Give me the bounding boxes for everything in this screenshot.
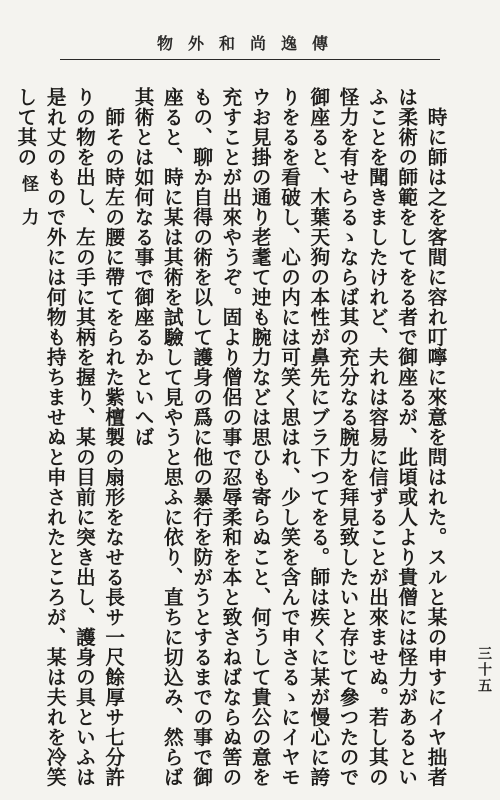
vertical-body-text bbox=[13, 87, 450, 797]
running-head: 物外和尚逸傳 bbox=[156, 34, 343, 53]
paragraph-1: 時に師は之を客間に容れ叮嚀に來意を問はれた。スルと某の申すにイヤ拙者は柔術の師範をしてをる者で御座るが、此頃或人より貴僧には怪力があるといふことを聞きましたけれど、夫れは容易に信ずることが出來ませぬ。若し其の怪力を有せらるゝならば其の充分なる腕力を拜見致したいと存じて參つたので御座ると、木葉天狗の本性が鼻先にブラ下つてをる。師は疾くに某が慢心に誇りをるを看破し、心の内には可笑く思はれ、少し笑を含んで申さるゝにイヤモウお見掛の通り老耄て迚も腕力などは思ひも寄らぬこと、何うして貴公の意を充すことが出來やうぞ。固より僧侶の事で忍辱柔和を本と致さねばならぬ筈のもの、聊か自得の術を以して護身の爲に他の暴行を防がうとするまでの事で御座ると、時に某は其術を試驗して見やうと思ふに依り、直ちに切込み、然らば其術とは如何なる事で御座るかといへば bbox=[131, 87, 447, 787]
page-number: 三十五 bbox=[476, 646, 492, 694]
paragraph-2: 師その時左の腰に帶てをられた紫檀製の扇形をなせる長サ一尺餘厚サ七分許りの物を出し、左の手に其柄を握り、某の目前に突き出し、護身の具といふは是れ丈のもので外には何物も持ちませぬと申されたところが、某は夫れを冷笑して其の bbox=[13, 87, 125, 787]
header-rule bbox=[60, 59, 440, 60]
side-label: 怪力 bbox=[18, 175, 38, 241]
